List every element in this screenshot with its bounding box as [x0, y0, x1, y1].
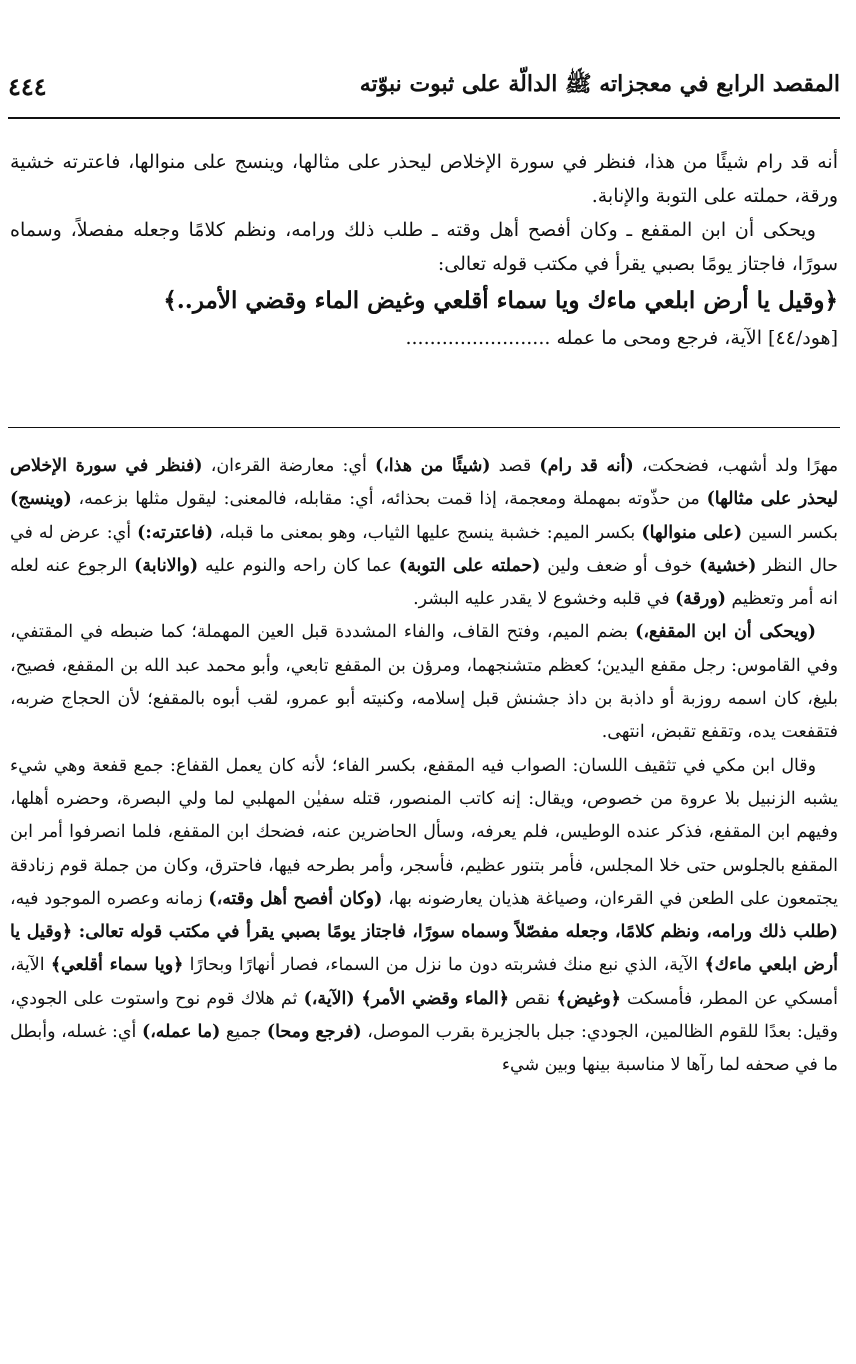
text-span: خوف أو ضعف ولين [540, 555, 700, 576]
separator-rule [8, 427, 840, 428]
text-span: أي: معارضة القرءان، [202, 456, 375, 476]
text-span: الآية، أمسكي عن المطر، فأمسكت [10, 955, 838, 1009]
page-header [8, 66, 840, 106]
text-span: بضم الميم، وفتح القاف، والفاء المشددة قبل العين المهملة؛ كما ضبطه في المقتفي، وفي القاموس: رجل مقفع اليدين؛ كعظم متشنجهما، ومرؤن بن المقفع تابعي، وأبو محمد عبد الله بن المقفع، فصيح، بليغ، كان اسمه روزبة أو داذبة بن داذ جشنش قبل إسلامه، وكنيته أبو عمرو، لقب أبوه بالمقفع؛ لأن الحجاج ضربه، فتقفعت يده، وتقفع تقبض، انتهى. [10, 622, 838, 743]
text-span: مهرًا ولد أشهب، فضحكت، [633, 456, 839, 476]
text-span: من حذّوته بمهملة ومعجمة، إذا قمت بحذائه، أي: مقابله، فالمعنى: ليقول مثلها بزعمه، [71, 489, 707, 510]
main-paragraph: أنه قد رام شيئًا من هذا، فنظر في سورة الإخلاص ليحذر على مثالها، وينسج على منوالها، فاعترته خشية ورقة، حملته على التوبة والإنابة. [10, 151, 838, 207]
commentary-paragraph [10, 450, 838, 616]
main-paragraph: ويحكى أن ابن المقفع ـ وكان أفصح أهل وقته ـ طلب ذلك ورامه، ونظم كلامًا وجعله مفصلاً، وسماه سورًا، فاجتاز يومًا بصبي يقرأ في مكتب قوله تعالى: [10, 219, 838, 275]
text-span: جميع [220, 1022, 267, 1043]
text-span: أي: عرض له في حال النظر [10, 522, 839, 576]
bold-quote-span: (ويحكى أن ابن المقفع،) [635, 622, 817, 643]
text-span: عما كان راحه والنوم عليه [198, 555, 399, 576]
bold-quote-span: ﴿ويا سماء أقلعي﴾ [50, 955, 184, 976]
bold-quote-span: (فاعترته:) [137, 522, 214, 543]
text-span: الرجوع عنه لعله انه أمر وتعظيم [10, 555, 838, 610]
commentary-paragraph [10, 750, 838, 1083]
bold-quote-span: (ورقة) [675, 589, 726, 610]
bold-quote-span: (فنظر في سورة الإخلاص ليحذر على مثالها) [10, 456, 838, 510]
bold-quote-span: ﴿الماء وقضي الأمر﴾ (الآية،) [303, 988, 509, 1009]
bold-quote-span: (وكان أفصح أهل وقته،) [208, 888, 383, 909]
text-span: في قلبه وخشوع لا يقدر عليه البشر. [413, 589, 676, 610]
bold-quote-span: (والانابة) [134, 555, 199, 576]
bold-quote-span: (شيئًا من هذا،) [374, 456, 491, 476]
text-span: ثم هلاك قوم نوح واستوت على الجودي، وقيل: بعدًا للقوم الظالمين، الجودي: جبل بالجزيرة بقرب الموصل، [10, 988, 838, 1043]
bold-quote-span: (ما عمله،) [141, 1022, 221, 1043]
bold-quote-span: (وينسج) [10, 489, 72, 510]
bold-quote-span: (فرجع ومحا) [266, 1022, 362, 1043]
commentary-paragraph [10, 616, 838, 749]
commentary-text [10, 450, 838, 1083]
text-span: الآية، الذي نبع منك فشربته دون ما نزل من السماء، فصار أنهارًا وبحارًا [183, 955, 705, 976]
bold-quote-span: (حملته على التوبة) [398, 555, 541, 576]
running-title: المقصد الرابع في معجزاته ﷺ الدالّة على ثبوت نبوّته [359, 71, 840, 97]
text-span: أي: غسله، وأبطل ما في صحفه لما رآها لا مناسبة بينها وبين شيء [10, 1022, 838, 1076]
quran-verse: ﴿وقيل يا أرض ابلعي ماءك ويا سماء أقلعي وغيض الماء وقضي الأمر..﴾ [163, 287, 838, 314]
bold-quote-span: (على منوالها) [641, 522, 743, 543]
verse-reference: [هود/٤٤] الآية، فرجع ومحى ما عمله [556, 327, 838, 349]
ellipsis-dots: ........................ [405, 327, 551, 349]
bold-quote-span: (خشية) [699, 555, 757, 576]
page-number: ٤٤٤ [8, 71, 47, 101]
bold-quote-span: ﴿وغيض﴾ [556, 988, 621, 1009]
text-span: بكسر السين [742, 522, 838, 543]
header-rule [8, 117, 840, 119]
bold-quote-span: (طلب ذلك ورامه، ونظم كلامًا، وجعله مفصّلاً وسماه سورًا، فاجتاز يومًا بصبي يقرأ في مكتب قوله تعالى: ﴿وقيل يا أرض ابلعي ماءك﴾ [10, 922, 838, 976]
text-span: قصد [490, 456, 540, 476]
main-paragraph-end [10, 321, 838, 355]
main-text [10, 145, 838, 355]
text-span: بكسر الميم: خشبة ينسج عليها الثياب، وهو بمعنى ما قبله، [213, 522, 642, 543]
text-span: زمانه وعصره الموجود فيه، [10, 888, 209, 909]
bold-quote-span: (أنه قد رام) [539, 456, 634, 476]
text-span: وقال ابن مكي في تثقيف اللسان: الصواب فيه المقفع، بكسر الفاء؛ لأنه كان يعمل القفاع: جمع قفعة وهي شيء يشبه الزنبيل بلا عروة من خصوص، ويقال: إنه كاتب المنصور، قتله سفيٰن المهلبي لما ولي البصرة، وحضره أهلها، وفيهم ابن المقفع، فذكر عنده الوطيس، فلم يعرفه، وسأل الحاضرين عنه، فضحك ابن المقفع، فلما انصرفوا أمر ابن المقفع بالجلوس حتى خلا المجلس، فأمر بتنور عظيم، فأسجر، وأمر بطرحه فيها، فاحترق، وكان من جملة قوم زنادقة يجتمعون على الطعن في القرءان، وصياغة هذيان يعارضونه بها، [10, 755, 838, 909]
text-span: نقص [508, 988, 557, 1009]
